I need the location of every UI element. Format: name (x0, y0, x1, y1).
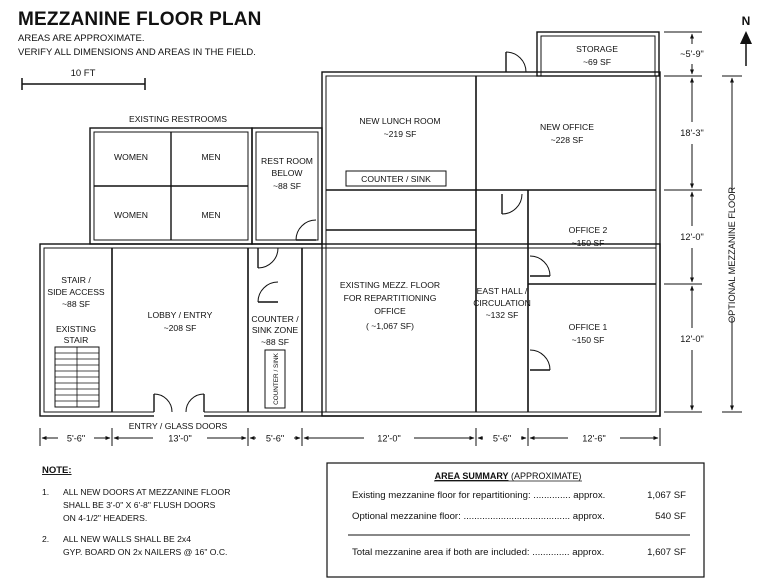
notes-block (42, 465, 230, 557)
right-dim-4-label: 12'-0" (680, 334, 704, 344)
door-east-hall (502, 194, 522, 214)
rest-room-below-line2: BELOW (271, 168, 303, 178)
door-counter-zone (258, 282, 278, 302)
bottom-dim-4 (304, 434, 474, 444)
summary-row3-value: 1,607 SF (647, 547, 686, 558)
existing-mezz-line1: EXISTING MEZZ. FLOOR (339, 280, 441, 290)
room-men-1: MEN (201, 152, 221, 162)
existing-mezz-line3: OFFICE (374, 306, 406, 316)
note-2-line1: ALL NEW WALLS SHALL BE 2x4 (63, 534, 192, 544)
optional-mezzanine-dimension (722, 76, 742, 412)
counter-sink-unit (265, 350, 285, 408)
right-dim-4 (680, 286, 703, 410)
room-lobby-entry (148, 310, 213, 333)
note-1-line2: SHALL BE 3'-0" X 6'-8" FLUSH DOORS (63, 500, 216, 510)
east-hall-line2: CIRCULATION (473, 298, 531, 308)
note-1-number: 1. (42, 487, 50, 497)
door-rest-room-below (296, 220, 316, 240)
stair-line1: STAIR / (61, 275, 91, 285)
storage-name: STORAGE (576, 44, 618, 54)
room-rest-room-below (261, 156, 313, 191)
counter-zone-area: ~88 SF (261, 337, 289, 347)
storage-area: ~69 SF (583, 57, 611, 67)
stair-line3: EXISTING (55, 324, 97, 334)
area-summary-heading-rest: (APPROXIMATE) (508, 471, 582, 481)
room-office-2 (569, 225, 608, 248)
summary-row1-value: 1,067 SF (647, 490, 686, 501)
room-new-office (540, 122, 594, 145)
north-label: N (741, 14, 751, 28)
bottom-dim-2 (114, 434, 246, 444)
bottom-dim-3 (250, 434, 300, 444)
stair-line4: STAIR (63, 335, 89, 345)
bottom-dim-6 (530, 434, 658, 444)
right-dim-1 (680, 34, 704, 74)
stair-area: ~88 SF (62, 299, 90, 309)
office2-name: OFFICE 2 (568, 225, 608, 235)
scale-bar-label: 10 FT (70, 68, 96, 79)
lunch-counter (346, 171, 446, 186)
room-storage (576, 44, 618, 67)
north-arrow-icon (740, 14, 752, 66)
room-existing-mezz-floor (340, 280, 440, 331)
new-office-name: NEW OFFICE (540, 122, 594, 132)
new-office-area: ~228 SF (550, 135, 584, 145)
door-office1 (530, 350, 550, 370)
room-office-1 (569, 322, 608, 345)
bottom-dim-4-label: 12'-0" (377, 433, 401, 444)
optional-mezzanine-label: OPTIONAL MEZZANINE FLOOR (727, 187, 737, 323)
note-1-line1: ALL NEW DOORS AT MEZZANINE FLOOR (63, 487, 231, 497)
east-hall-area: ~132 SF (485, 310, 519, 320)
bottom-dim-3-label: 5'-6" (265, 433, 285, 444)
room-women-2: WOMEN (114, 210, 148, 220)
note-1-line3: ON 4-1/2" HEADERS. (63, 513, 148, 523)
bottom-dim-5-label: 5'-6" (492, 433, 512, 444)
existing-mezz-line2: FOR REPARTITIONING (343, 293, 437, 303)
counter-zone-line2: SINK ZONE (251, 325, 299, 335)
right-dimension-line (664, 32, 702, 412)
lunch-room-name: NEW LUNCH ROOM (359, 116, 441, 126)
room-new-lunch-room (359, 116, 440, 139)
bottom-dim-1 (42, 434, 110, 444)
glass-doors-entry (154, 394, 204, 418)
lobby-name: LOBBY / ENTRY (147, 310, 213, 320)
stair-icon (55, 347, 99, 407)
right-dim-1-label: ~5'-9" (680, 49, 704, 59)
room-counter-sink-zone (251, 314, 299, 347)
plan-title: MEZZANINE FLOOR PLAN (18, 9, 262, 30)
existing-restrooms-heading: EXISTING RESTROOMS (129, 114, 227, 124)
right-dim-3 (680, 192, 703, 282)
walls (40, 32, 660, 416)
room-men-2: MEN (201, 210, 221, 220)
room-women-1: WOMEN (114, 152, 148, 162)
room-east-hall (473, 286, 531, 320)
lunch-room-area: ~219 SF (383, 129, 417, 139)
office2-area: ~150 SF (571, 238, 605, 248)
lobby-area: ~208 SF (163, 323, 197, 333)
right-dim-2-label: 18'-3" (680, 128, 704, 138)
area-summary-box (327, 463, 704, 577)
entry-glass-doors-label: ENTRY / GLASS DOORS (128, 421, 228, 431)
note-2-line2: GYP. BOARD ON 2x NAILERS @ 16" O.C. (63, 547, 228, 557)
lunch-counter-label: COUNTER / SINK (361, 174, 431, 184)
subtitle-areas: AREAS ARE APPROXIMATE. (18, 33, 145, 44)
summary-row2-value: 540 SF (655, 511, 686, 522)
right-dim-2 (680, 78, 703, 188)
summary-row3-label: Total mezzanine area if both are included: .............. approx. (352, 547, 605, 558)
summary-row2-label: Optional mezzanine floor: ........................................ approx. (352, 511, 605, 522)
bottom-dim-6-label: 12'-6" (582, 433, 606, 444)
area-summary-heading-bold: AREA SUMMARY (434, 471, 509, 481)
room-stair (47, 275, 105, 345)
note-2-number: 2. (42, 534, 50, 544)
rest-room-below-line1: REST ROOM (261, 156, 313, 166)
stair-line2: SIDE ACCESS (47, 287, 105, 297)
office1-area: ~150 SF (571, 335, 605, 345)
bottom-dim-5 (478, 434, 526, 444)
scale-bar (22, 68, 145, 90)
counter-sink-unit-label: COUNTER / SINK (273, 353, 280, 405)
right-dim-3-label: 12'-0" (680, 232, 704, 242)
bottom-dim-1-label: 5'-6" (66, 433, 86, 444)
summary-row1-label: Existing mezzanine floor for repartitioning: .............. approx. (352, 490, 606, 501)
subtitle-verify: VERIFY ALL DIMENSIONS AND AREAS IN THE FIELD. (18, 47, 256, 58)
rest-room-below-area: ~88 SF (273, 181, 301, 191)
existing-mezz-area: ( ~1,067 SF) (365, 321, 415, 331)
door-office2 (530, 256, 550, 276)
door-storage (506, 52, 526, 72)
notes-heading: NOTE: (42, 465, 72, 476)
east-hall-line1: EAST HALL / (476, 286, 528, 296)
office1-name: OFFICE 1 (568, 322, 608, 332)
door-lobby-top (258, 248, 278, 268)
area-summary-heading (435, 471, 582, 481)
counter-zone-line1: COUNTER / (251, 314, 299, 324)
bottom-dim-2-label: 13'-0" (168, 433, 192, 444)
door-swings (154, 52, 550, 418)
